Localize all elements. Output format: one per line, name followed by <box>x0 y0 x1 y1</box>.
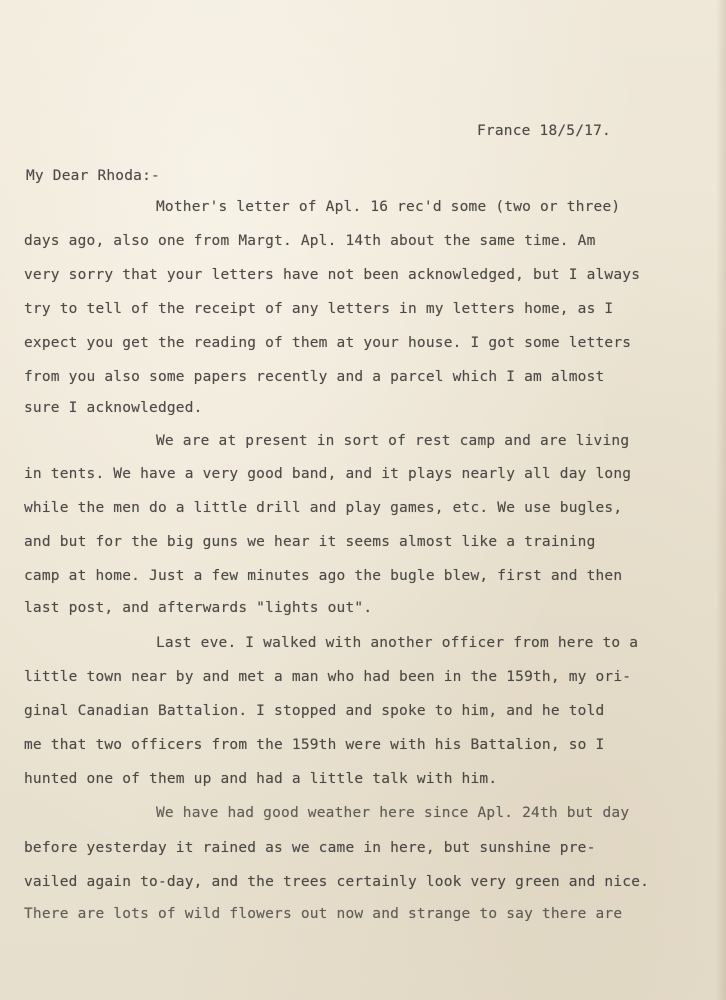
text-line: little town near by and met a man who had been in the 159th, my ori- <box>24 669 632 685</box>
text-line: me that two officers from the 159th were with his Battalion, so I <box>24 737 605 753</box>
text-line: try to tell of the receipt of any letters in my letters home, as I <box>24 301 614 317</box>
text-line: vailed again to-day, and the trees certainly look very green and nice. <box>24 874 650 890</box>
text-line: We are at present in sort of rest camp and are living <box>156 433 630 449</box>
text-line: There are lots of wild flowers out now and strange to say there are <box>24 906 623 922</box>
text-line: Last eve. I walked with another officer from here to a <box>156 635 639 651</box>
text-line: hunted one of them up and had a little talk with him. <box>24 771 498 787</box>
text-line: sure I acknowledged. <box>24 400 203 416</box>
text-line: last post, and afterwards "lights out". <box>24 600 373 616</box>
text-line: camp at home. Just a few minutes ago the bugle blew, first and then <box>24 568 623 584</box>
text-line: We have had good weather here since Apl. 24th but day <box>156 805 630 821</box>
text-line: days ago, also one from Margt. Apl. 14th about the same time. Am <box>24 233 596 249</box>
text-line: Mother's letter of Apl. 16 rec'd some (two or three) <box>156 199 621 215</box>
text-line: and but for the big guns we hear it seems almost like a training <box>24 534 596 550</box>
text-line: from you also some papers recently and a parcel which I am almost <box>24 369 605 385</box>
page-edge-shadow <box>716 0 726 1000</box>
letter-date: France 18/5/17. <box>477 123 611 139</box>
text-line: before yesterday it rained as we came in here, but sunshine pre- <box>24 840 596 856</box>
text-line: very sorry that your letters have not been acknowledged, but I always <box>24 267 641 283</box>
text-line: expect you get the reading of them at your house. I got some letters <box>24 335 632 351</box>
text-line: in tents. We have a very good band, and it plays nearly all day long <box>24 466 632 482</box>
letter-salutation: My Dear Rhoda:- <box>26 168 160 184</box>
text-line: ginal Canadian Battalion. I stopped and spoke to him, and he told <box>24 703 605 719</box>
text-line: while the men do a little drill and play games, etc. We use bugles, <box>24 500 623 516</box>
